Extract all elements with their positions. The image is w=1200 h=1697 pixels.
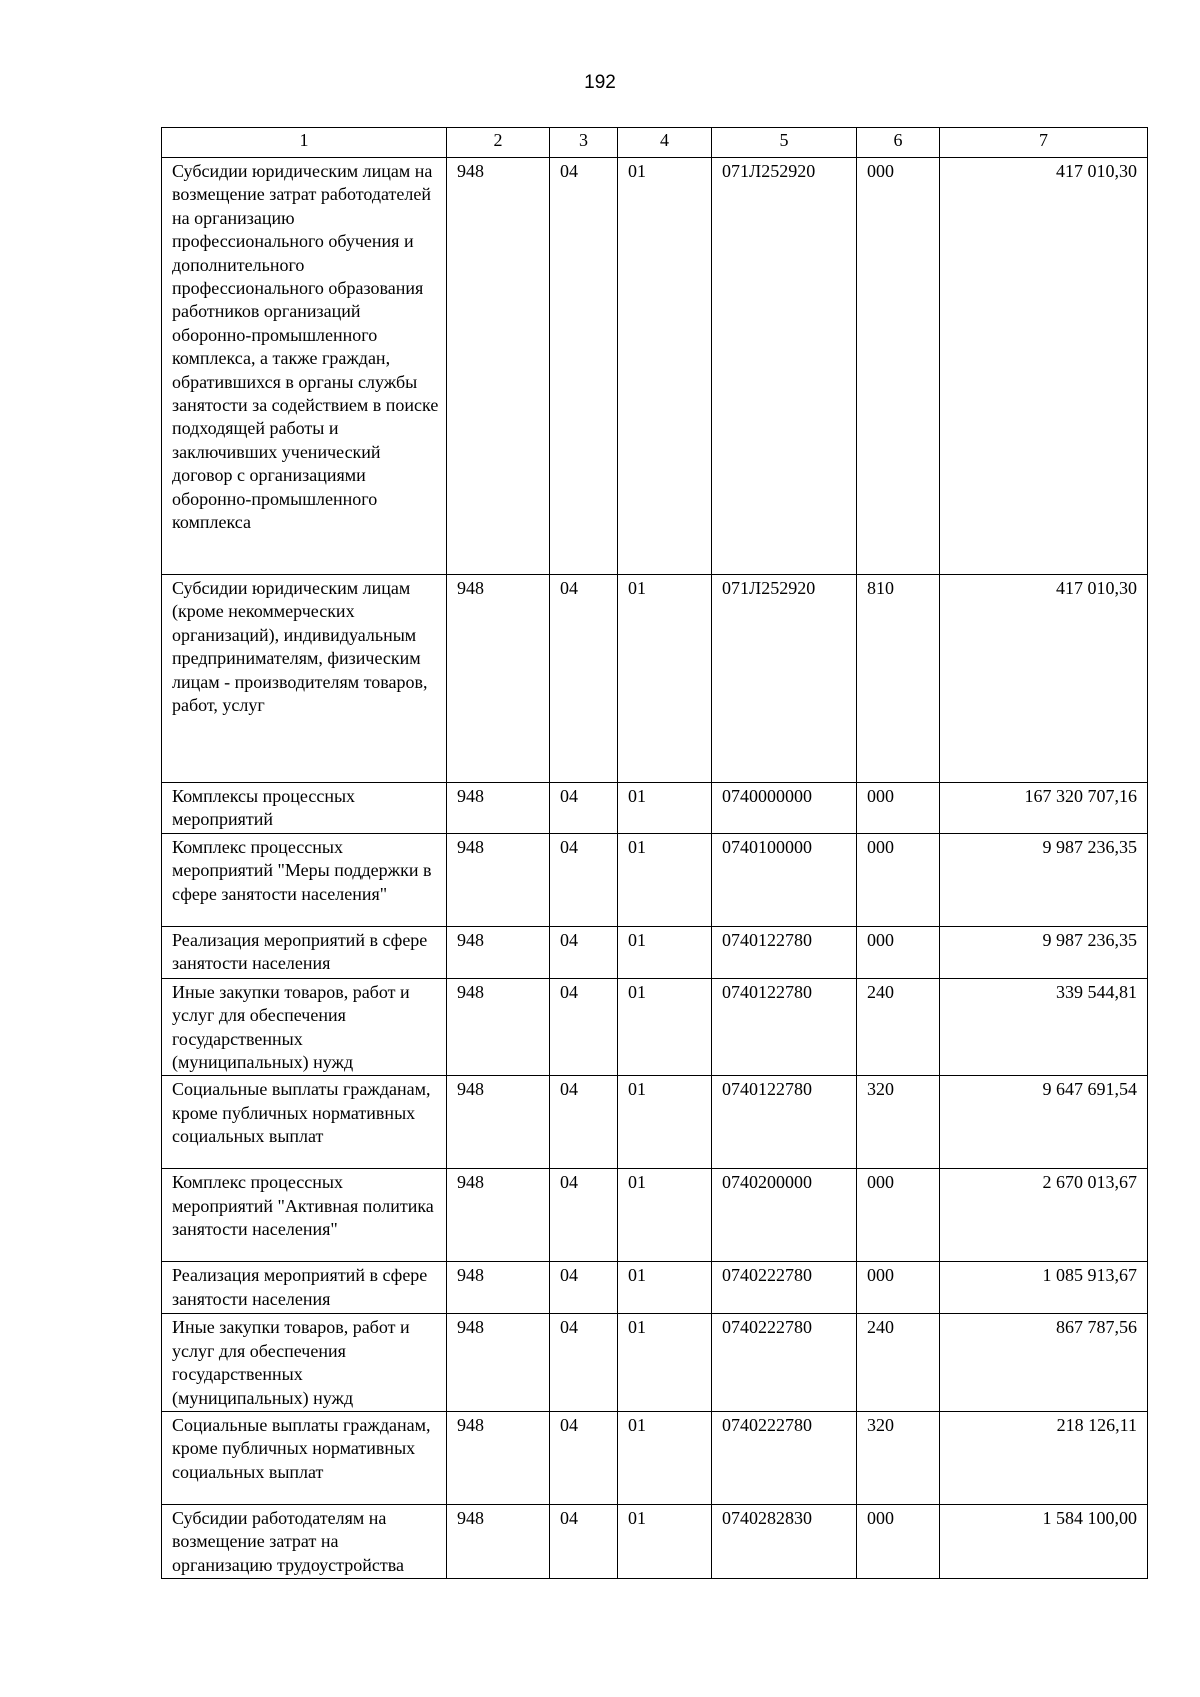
row-name: Иные закупки товаров, работ и услуг для обеспечения государственных (муниципальных) нужд [162,1314,447,1412]
row-code-col6: 000 [857,833,940,926]
row-code-col3: 04 [550,575,618,783]
row-code-col4: 01 [618,783,712,834]
row-name: Социальные выплаты гражданам, кроме публичных нормативных социальных выплат [162,1412,447,1505]
row-code-col4: 01 [618,1505,712,1579]
row-name: Комплекс процессных мероприятий "Активная политика занятости населения" [162,1169,447,1262]
row-code-col3: 04 [550,1169,618,1262]
row-amount: 9 987 236,35 [940,926,1148,978]
row-code-col4: 01 [618,1412,712,1505]
row-name: Комплекс процессных мероприятий "Меры поддержки в сфере занятости населения" [162,833,447,926]
row-code-col2: 948 [447,575,550,783]
row-code-col3: 04 [550,1262,618,1314]
column-header-6: 6 [857,128,940,158]
row-code-col4: 01 [618,926,712,978]
row-code-col3: 04 [550,1505,618,1579]
row-code-col6: 000 [857,1262,940,1314]
row-amount: 1 584 100,00 [940,1505,1148,1579]
row-amount: 417 010,30 [940,575,1148,783]
table-row [162,833,1148,926]
row-code-col4: 01 [618,158,712,575]
row-code-col3: 04 [550,783,618,834]
row-code-col6: 320 [857,1076,940,1169]
row-name: Субсидии юридическим лицам (кроме некоммерческих организаций), индивидуальным предпринимателям, физическим лицам - производителям товаров, работ, услуг [162,575,447,783]
column-header-2: 2 [447,128,550,158]
row-name: Реализация мероприятий в сфере занятости населения [162,926,447,978]
row-code-col2: 948 [447,1314,550,1412]
table-row [162,1314,1148,1412]
row-code-col6: 000 [857,1169,940,1262]
row-code-col6: 240 [857,978,940,1076]
row-code-col5: 0740122780 [712,926,857,978]
table-row [162,575,1148,783]
row-code-col4: 01 [618,833,712,926]
row-code-col4: 01 [618,1262,712,1314]
table-row [162,1076,1148,1169]
column-header-3: 3 [550,128,618,158]
row-code-col2: 948 [447,783,550,834]
row-code-col4: 01 [618,1169,712,1262]
table-row [162,1505,1148,1579]
row-code-col5: 0740282830 [712,1505,857,1579]
row-amount: 417 010,30 [940,158,1148,575]
row-amount: 339 544,81 [940,978,1148,1076]
row-code-col2: 948 [447,1262,550,1314]
row-code-col6: 810 [857,575,940,783]
row-amount: 218 126,11 [940,1412,1148,1505]
table-row [162,1262,1148,1314]
row-code-col4: 01 [618,1314,712,1412]
table-row [162,978,1148,1076]
row-code-col2: 948 [447,158,550,575]
column-header-5: 5 [712,128,857,158]
column-header-7: 7 [940,128,1148,158]
row-code-col6: 320 [857,1412,940,1505]
header-row [162,128,1148,158]
row-name: Реализация мероприятий в сфере занятости населения [162,1262,447,1314]
row-code-col3: 04 [550,926,618,978]
row-amount: 9 987 236,35 [940,833,1148,926]
table-row [162,783,1148,834]
page-number: 192 [584,72,616,93]
row-code-col6: 000 [857,158,940,575]
row-code-col3: 04 [550,1076,618,1169]
row-code-col6: 000 [857,783,940,834]
column-header-1: 1 [162,128,447,158]
row-code-col5: 071Л252920 [712,158,857,575]
row-code-col2: 948 [447,1169,550,1262]
row-amount: 167 320 707,16 [940,783,1148,834]
table-row [162,1169,1148,1262]
row-amount: 1 085 913,67 [940,1262,1148,1314]
row-code-col5: 0740000000 [712,783,857,834]
row-name: Субсидии работодателям на возмещение затрат на организацию трудоустройства [162,1505,447,1579]
row-code-col3: 04 [550,978,618,1076]
row-code-col2: 948 [447,1412,550,1505]
row-code-col5: 0740100000 [712,833,857,926]
row-name: Социальные выплаты гражданам, кроме публичных нормативных социальных выплат [162,1076,447,1169]
column-header-4: 4 [618,128,712,158]
table-row [162,1412,1148,1505]
row-code-col6: 000 [857,926,940,978]
row-code-col4: 01 [618,1076,712,1169]
budget-table [161,127,1148,1579]
row-code-col3: 04 [550,833,618,926]
row-code-col5: 0740200000 [712,1169,857,1262]
row-code-col2: 948 [447,1076,550,1169]
row-code-col5: 0740222780 [712,1412,857,1505]
row-code-col5: 0740122780 [712,1076,857,1169]
row-code-col4: 01 [618,575,712,783]
row-code-col2: 948 [447,833,550,926]
row-amount: 9 647 691,54 [940,1076,1148,1169]
row-code-col2: 948 [447,978,550,1076]
row-code-col3: 04 [550,1412,618,1505]
row-amount: 2 670 013,67 [940,1169,1148,1262]
row-code-col5: 071Л252920 [712,575,857,783]
row-name: Иные закупки товаров, работ и услуг для обеспечения государственных (муниципальных) нужд [162,978,447,1076]
row-code-col6: 240 [857,1314,940,1412]
row-code-col6: 000 [857,1505,940,1579]
row-code-col4: 01 [618,978,712,1076]
row-code-col5: 0740222780 [712,1262,857,1314]
row-code-col2: 948 [447,1505,550,1579]
row-name: Комплексы процессных мероприятий [162,783,447,834]
row-name: Субсидии юридическим лицам на возмещение затрат работодателей на организацию профессионального обучения и дополнительного профессионального образования работников организаций оборонно-промышленного комплекса, а также граждан, обратившихся в органы службы занятости за содействием в поиске подходящей работы и заключивших ученический договор с организациями оборонно-промышленного комплекса [162,158,447,575]
table-row [162,158,1148,575]
row-code-col2: 948 [447,926,550,978]
row-code-col5: 0740122780 [712,978,857,1076]
row-code-col3: 04 [550,1314,618,1412]
row-code-col3: 04 [550,158,618,575]
table-row [162,926,1148,978]
row-code-col5: 0740222780 [712,1314,857,1412]
row-amount: 867 787,56 [940,1314,1148,1412]
